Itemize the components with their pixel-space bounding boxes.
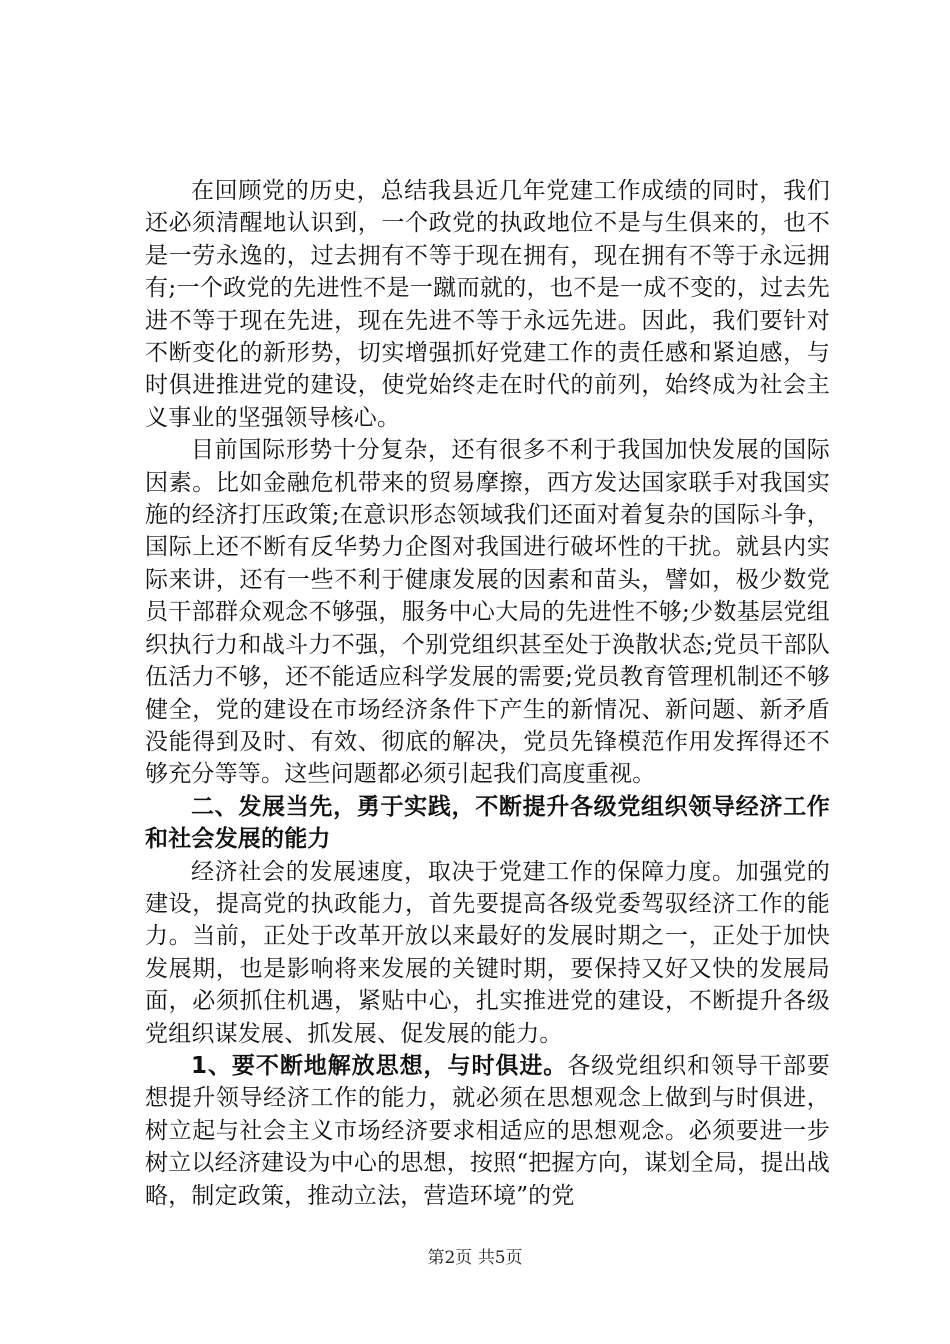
paragraph-3: 经济社会的发展速度，取决于党建工作的保障力度。加强党的建设，提高党的执政能力，首先要提高各级党委驾驭经济工作的能力。当前，正处于改革开放以来最好的发展时期之一，正处于加快发展期，也是影响将来发展的关键时期，要保持又好又快的发展局面，必须抓住机遇，紧贴中心，扎实推进党的建设，不断提升各级党组织谋发展、抓发展、促发展的能力。 — [145, 858, 830, 1047]
paragraph-4-lead: 1、要不断地解放思想，与时俱进。 — [191, 1052, 568, 1079]
paragraph-4 — [145, 1050, 830, 1212]
page-footer: 第2页 共5页 — [427, 1248, 523, 1268]
paragraph-4-text: 各级党组织和领导干部要想提升领导经济工作的能力，就必须在思想观念上做到与时俱进，树立起与社会主义市场经济要求相适应的思想观念。必须要进一步树立以经济建设为中心的思想，按照“把握方向，谋划全局，提出战略，制定政策，推动立法，营造环境”的党 — [145, 1052, 830, 1209]
section-heading: 二、发展当先，勇于实践，不断提升各级党组织领导经济工作和社会发展的能力 — [145, 793, 830, 853]
paragraph-1: 在回顾党的历史，总结我县近几年党建工作成绩的同时，我们还必须清醒地认识到，一个政党的执政地位不是与生俱来的，也不是一劳永逸的，过去拥有不等于现在拥有，现在拥有不等于永远拥有;一个政党的先进性不是一蹴而就的，也不是一成不变的，过去先进不等于现在先进，现在先进不等于永远先进。因此，我们要针对不断变化的新形势，切实增强抓好党建工作的责任感和紧迫感，与时俱进推进党的建设，使党始终走在时代的前列，始终成为社会主义事业的坚强领导核心。 — [145, 178, 830, 431]
document-body — [145, 175, 830, 1212]
paragraph-2: 目前国际形势十分复杂，还有很多不利于我国加快发展的国际因素。比如金融危机带来的贸易摩擦，西方发达国家联手对我国实施的经济打压政策;在意识形态领域我们还面对着复杂的国际斗争，国际上还不断有反华势力企图对我国进行破坏性的干扰。就县内实际来讲，还有一些不利于健康发展的因素和苗头，譬如，极少数党员干部群众观念不够强，服务中心大局的先进性不够;少数基层党组织执行力和战斗力不强，个别党组织甚至处于涣散状态;党员干部队伍活力不够，还不能适应科学发展的需要;党员教育管理机制还不够健全，党的建设在市场经济条件下产生的新情况、新问题、新矛盾没能得到及时、有效、彻底的解决，党员先锋模范作用发挥得还不够充分等等。这些问题都必须引起我们高度重视。 — [145, 437, 830, 788]
